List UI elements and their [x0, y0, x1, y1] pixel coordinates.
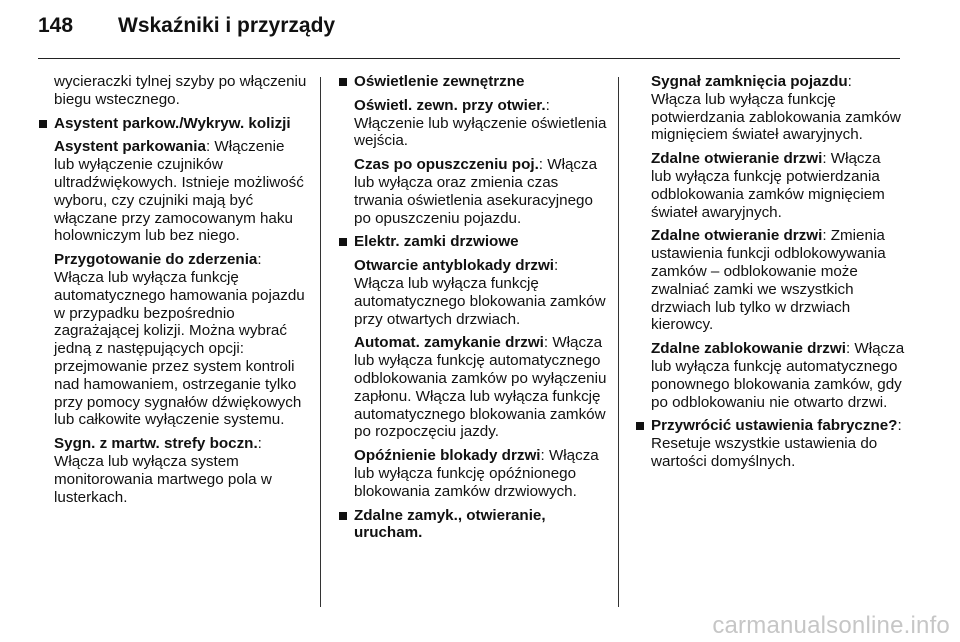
entry-term: Oświetl. zewn. przy otwier.: [354, 96, 546, 114]
entry-term: Opóźnienie blokady drzwi: [354, 447, 541, 465]
entry-lock-signal: [635, 73, 905, 144]
bullet-text: : Resetuje wszystkie ustawienia do wartości domyślnych.: [651, 417, 902, 470]
bullet-parking-assist: [38, 115, 308, 133]
bullet-heading: Elektr. zamki drzwiowe: [354, 233, 519, 251]
entry-text: : Włącza lub wyłącza funkcję automatycznego ponownego blokowania zamków, gdy po odblokowaniu nie otwarto drzwi.: [651, 340, 905, 411]
entry-text: : Włącza lub wyłącza funkcję automatycznego blokowania zamków przy otwartych drzwiach.: [354, 257, 606, 328]
entry-remote-unlock-mode: [635, 227, 905, 334]
bullet-exterior-lighting: [338, 73, 608, 91]
entry-term: Otwarcie antyblokady drzwi: [354, 257, 555, 275]
column-3: [635, 73, 905, 477]
entry-text: : Włącza lub wyłącza system monitorowania martwego pola w lusterkach.: [54, 435, 272, 506]
header-rule: [38, 58, 900, 59]
entry-delayed-door-lock: [338, 447, 608, 500]
entry-term: Sygn. z martw. strefy boczn.: [54, 435, 258, 453]
entry-text: : Włącza lub wyłącza funkcję automatycznego hamowania pojazdu w przypadku bezpośrednio zagrażającej kolizji. Można wybrać jedną z następujących opcji: przejmowanie przez system kontroli nad hamowaniem, ostrzeganie tylko przy pomocy sygnałów dźwiękowych lub całkowite wyłączenie systemu.: [54, 251, 305, 429]
entry-exit-lighting: [338, 156, 608, 227]
bullet-power-locks: [338, 233, 608, 251]
continued-text: wycieraczki tylnej szyby po włączeniu biegu wstecznego.: [54, 73, 307, 108]
bullet-square-icon: [636, 422, 644, 430]
entry-text: : Włącza lub wyłącza funkcję opóźnionego blokowania zamków drzwiowych.: [354, 447, 599, 500]
bullet-heading: Asystent parkow./Wykryw. kolizji: [54, 114, 291, 132]
bullet-square-icon: [39, 120, 47, 128]
entry-text: : Zmienia ustawienia funkcji odblokowywania zamków – odblokowanie może zwalniać zamki we wszystkich drzwiach lub tylko w drzwiach kierowcy.: [651, 227, 886, 334]
entry-entry-lighting: [338, 97, 608, 150]
column-1: [38, 73, 308, 512]
bullet-heading: Zdalne zamyk., otwieranie, urucham.: [354, 506, 546, 542]
entry-term: Zdalne otwieranie drzwi: [651, 150, 823, 168]
column-2: [338, 73, 608, 548]
entry-text: : Włącza lub wyłącza funkcję potwierdzania zablokowania zamków mignięciem świateł awaryjnych.: [651, 73, 901, 144]
page-number: 148: [38, 14, 74, 37]
bullet-heading: Przywrócić ustawienia fabryczne?: [651, 417, 898, 435]
entry-text: : Włączenie lub wyłączenie czujników ultradźwiękowych. Istnieje możliwość wyboru, czy czujniki mają być włączane przy zamocowanym haku holowniczym lub bez niego.: [54, 138, 304, 245]
column-divider-2: [618, 77, 619, 607]
bullet-square-icon: [339, 512, 347, 520]
bullet-square-icon: [339, 238, 347, 246]
entry-blind-spot: [38, 435, 308, 506]
bullet-heading: Oświetlenie zewnętrzne: [354, 73, 525, 90]
bullet-remote-lock: [338, 507, 608, 543]
entry-collision-prep: [38, 251, 308, 429]
page-title: Wskaźniki i przyrządy: [118, 14, 336, 37]
bullet-factory-reset: [635, 417, 905, 470]
entry-term: Asystent parkowania: [54, 138, 206, 156]
entry-text: : Włącza lub wyłącza oraz zmienia czas trwania oświetlenia asekuracyjnego po opuszczeniu pojazdu.: [354, 156, 598, 227]
entry-term: Czas po opuszczeniu poj.: [354, 156, 539, 174]
entry-term: Zdalne otwieranie drzwi: [651, 227, 823, 245]
entry-remote-unlock-feedback: [635, 150, 905, 221]
column-divider-1: [320, 77, 321, 607]
entry-parking-assist: [38, 138, 308, 245]
entry-text: : Włącza lub wyłącza funkcję potwierdzania odblokowania zamków mignięciem świateł awaryjnych.: [651, 150, 885, 221]
page-header: [38, 14, 335, 50]
entry-text: : Włącza lub wyłącza funkcję automatycznego odblokowania zamków po wyłączeniu zapłonu. Włącza lub wyłącza funkcję automatycznego blokowania zamków po rozpoczęciu jazdy.: [354, 334, 607, 441]
entry-open-door-antilock: [338, 257, 608, 328]
entry-remote-relock: [635, 340, 905, 411]
bullet-square-icon: [339, 78, 347, 86]
entry-text: : Włączenie lub wyłączenie oświetlenia wejścia.: [354, 96, 607, 150]
entry-term: Zdalne zablokowanie drzwi: [651, 340, 846, 358]
entry-term: Automat. zamykanie drzwi: [354, 334, 544, 352]
entry-term: Przygotowanie do zderzenia: [54, 251, 258, 269]
entry-auto-door-lock: [338, 334, 608, 441]
watermark: carmanualsonline.info: [712, 612, 950, 639]
entry-term: Sygnał zamknięcia pojazdu: [651, 73, 848, 90]
